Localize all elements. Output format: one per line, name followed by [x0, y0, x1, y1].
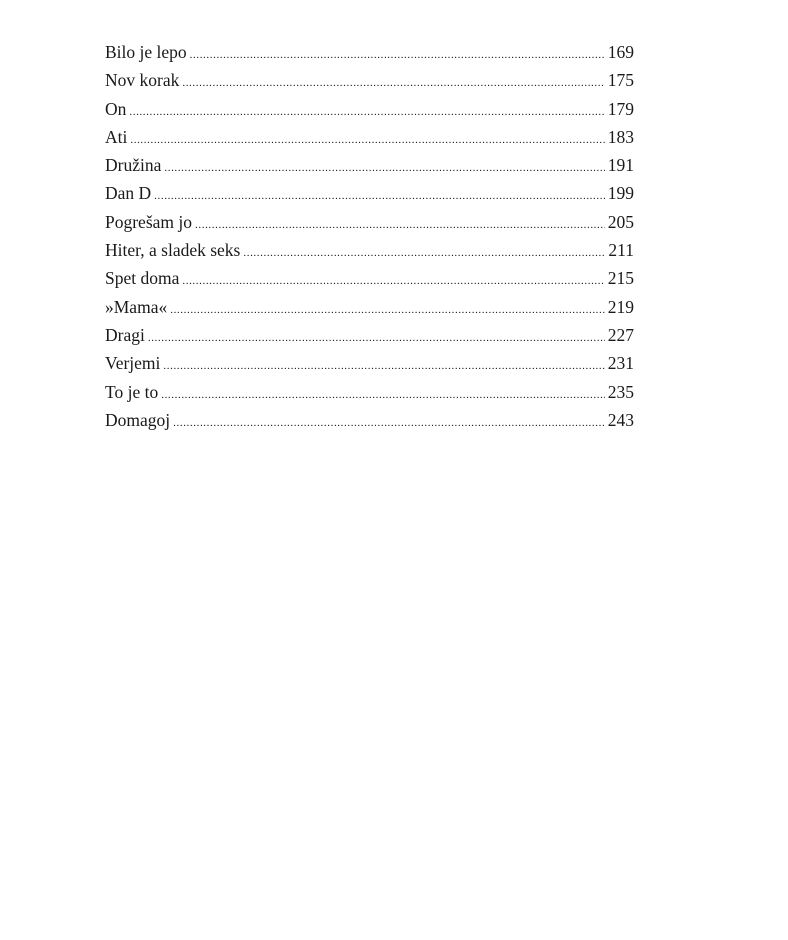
- toc-entry-page: 211: [608, 240, 634, 261]
- toc-entry-page: 205: [607, 211, 634, 232]
- toc-entry-page: 227: [607, 324, 634, 345]
- toc-dot-leader: [148, 324, 605, 352]
- toc-entry: [105, 123, 634, 151]
- toc-entry-title: Dragi: [105, 324, 145, 345]
- toc-entry-title: Domagoj: [105, 409, 171, 430]
- toc-dot-leader: [161, 381, 605, 409]
- toc-dot-leader: [190, 41, 605, 69]
- toc-entry: [105, 179, 634, 207]
- toc-dot-leader: [129, 98, 604, 126]
- toc-entry-title: Spet doma: [105, 268, 180, 289]
- toc-entry: [105, 38, 634, 66]
- toc-entry: [105, 378, 634, 406]
- toc-entry-page: 179: [607, 98, 634, 119]
- toc-dot-leader: [170, 296, 605, 324]
- toc-entry-title: To je to: [105, 381, 159, 402]
- toc-entry: [105, 406, 634, 434]
- toc-entry-page: 235: [607, 381, 634, 402]
- toc-entry-title: Dan D: [105, 183, 152, 204]
- toc-entry-title: »Mama«: [105, 296, 168, 317]
- toc-entry-page: 183: [607, 126, 634, 147]
- toc-entry: [105, 95, 634, 123]
- toc-entry-title: On: [105, 98, 127, 119]
- toc-dot-leader: [182, 267, 604, 295]
- toc-entry-page: 231: [607, 353, 634, 374]
- toc-entry-title: Verjemi: [105, 353, 161, 374]
- toc-entry-title: Ati: [105, 126, 128, 147]
- toc-entry: [105, 349, 634, 377]
- toc-dot-leader: [164, 154, 604, 182]
- toc-entry-page: 199: [607, 183, 634, 204]
- toc-dot-leader: [173, 409, 605, 437]
- toc-dot-leader: [163, 352, 604, 380]
- toc-entry-page: 169: [607, 42, 634, 62]
- toc-entry: [105, 293, 634, 321]
- toc-entry-title: Hiter, a sladek seks: [105, 240, 241, 261]
- toc-dot-leader: [130, 126, 604, 154]
- toc-entry: [105, 321, 634, 349]
- toc-entry-page: 243: [607, 409, 634, 430]
- toc-entry-title: Družina: [105, 155, 162, 176]
- toc-entry-page: 175: [607, 70, 634, 91]
- toc-entry: [105, 264, 634, 292]
- toc-entry-title: Bilo je lepo: [105, 42, 187, 62]
- toc-dot-leader: [195, 211, 605, 239]
- toc-entry: [105, 151, 634, 179]
- table-of-contents: [105, 38, 634, 434]
- toc-entry-page: 191: [607, 155, 634, 176]
- toc-dot-leader: [154, 182, 605, 210]
- toc-dot-leader: [243, 239, 605, 267]
- toc-entry-page: 215: [607, 268, 634, 289]
- toc-entry-title: Nov korak: [105, 70, 180, 91]
- toc-entry-title: Pogrešam jo: [105, 211, 193, 232]
- toc-entry-page: 219: [607, 296, 634, 317]
- toc-entry: [105, 208, 634, 236]
- toc-entry: [105, 236, 634, 264]
- toc-entry: [105, 66, 634, 94]
- toc-dot-leader: [182, 69, 604, 97]
